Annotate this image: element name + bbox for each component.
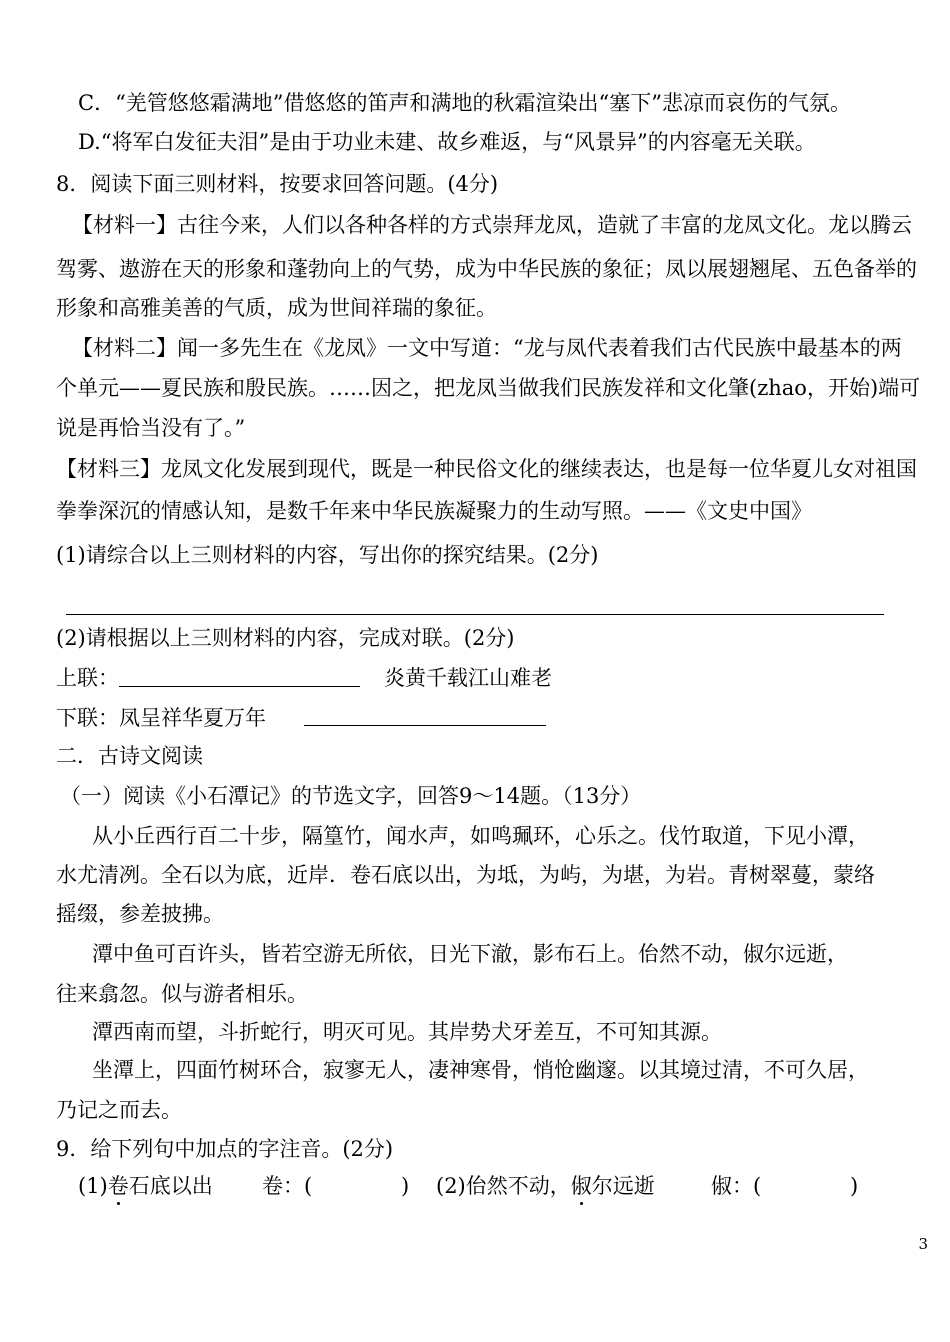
q8-stem: 8．阅读下面三则材料，按要求回答问题。(4分) — [56, 172, 499, 196]
passage-p3: 潭西南而望，斗折蛇行，明灭可见。其岸势犬牙差互，不可知其源。 — [92, 1020, 722, 1044]
q8-sub1: (1)请综合以上三则材料的内容，写出你的探究结果。(2分) — [56, 543, 599, 567]
passage-p4-line-2: 乃记之而去。 — [56, 1098, 182, 1122]
q9-item-1-prefix: (1) — [78, 1174, 108, 1198]
material-2-line-2: 个单元——夏民族和殷民族。……因之，把龙凤当做我们民族发祥和文化肇(zhao，开始)端可 — [56, 376, 921, 400]
material-3-line-2: 拳拳深沉的情感认知，是数千年来中华民族凝聚力的生动写照。——《文史中国》 — [56, 499, 812, 523]
q9-item-2-key: 俶：( — [711, 1174, 762, 1198]
upper-couplet-text: 炎黄千载江山难老 — [384, 666, 552, 690]
lower-couplet-blank[interactable] — [304, 725, 546, 726]
dotted-char-juan: 卷 — [107, 1174, 129, 1198]
upper-couplet-label: 上联： — [56, 666, 119, 690]
material-3-line-1: 【材料三】龙凤文化发展到现代，既是一种民俗文化的继续表达，也是每一位华夏儿女对祖国 — [56, 457, 917, 481]
passage-p2-line-2: 往来翕忽。似与游者相乐。 — [56, 982, 308, 1006]
q9-item-1-key: 卷：( — [262, 1174, 313, 1198]
material-1-line-3: 形象和高雅美善的气质，成为世间祥瑞的象征。 — [56, 296, 497, 320]
passage-p1-line-1: 从小丘西行百二十步，隔篁竹，闻水声，如鸣珮环，心乐之。伐竹取道，下见小潭， — [92, 824, 869, 848]
q9-item-1-rest: 石底以出 — [128, 1174, 213, 1198]
q9-item-1-answer-slot[interactable] — [320, 1172, 400, 1200]
q9-item-2-prefix: (2)佁然不动， — [436, 1174, 571, 1198]
q8-sub2: (2)请根据以上三则材料的内容，完成对联。(2分) — [56, 626, 515, 650]
q7-option-d: D.“将军白发征夫泪”是由于功业未建、故乡难返，与“风景异”的内容毫无关联。 — [78, 130, 816, 154]
material-2-line-1: 【材料二】闻一多先生在《龙凤》一文中写道：“龙与凤代表着我们古代民族中最基本的两 — [72, 336, 902, 360]
material-1-line-1: 【材料一】古往今来，人们以各种各样的方式崇拜龙凤，造就了丰富的龙凤文化。龙以腾云 — [72, 213, 912, 237]
passage-p4-line-1: 坐潭上，四面竹树环合，寂寥无人，凄神寒骨，悄怆幽邃。以其境过清，不可久居， — [92, 1058, 869, 1082]
q7-option-c: C．“羌管悠悠霜满地”借悠悠的笛声和满地的秋霜渲染出“塞下”悲凉而哀伤的气氛。 — [78, 91, 852, 115]
passage-p1-line-3: 摇缀，参差披拂。 — [56, 902, 224, 926]
passage-p2-line-1: 潭中鱼可百许头，皆若空游无所依，日光下澈，影布石上。佁然不动，俶尔远逝， — [92, 942, 848, 966]
upper-couplet-blank[interactable] — [119, 686, 360, 687]
q9-stem: 9．给下列句中加点的字注音。(2分) — [56, 1137, 394, 1161]
q9-item-2-close: ) — [850, 1174, 859, 1198]
page-number: 3 — [918, 1235, 928, 1253]
dotted-char-chu: 俶 — [570, 1174, 592, 1198]
passage-p1-line-2: 水尤清冽。全石以为底，近岸．卷石底以出，为坻，为屿，为堪，为岩。青树翠蔓，蒙络 — [56, 863, 875, 887]
q9-item-2 — [436, 1172, 655, 1200]
section-2-heading: 二．古诗文阅读 — [56, 744, 203, 768]
lower-couplet-label: 下联：凤呈祥华夏万年 — [56, 706, 266, 730]
material-1-line-2: 驾雾、遨游在天的形象和蓬勃向上的气势，成为中华民族的象征；凤以展翅翘尾、五色备举的 — [56, 257, 917, 281]
answer-line-sub1[interactable] — [66, 614, 884, 615]
section-2-part-1: （一）阅读《小石潭记》的节选文字，回答9～14题。（13分） — [60, 784, 642, 808]
material-2-line-3: 说是再恰当没有了。” — [56, 416, 246, 440]
q9-item-1 — [78, 1172, 213, 1200]
q9-item-2-answer-slot[interactable] — [770, 1172, 848, 1200]
q9-item-2-rest: 尔远逝 — [591, 1174, 655, 1198]
q9-item-1-close: ) — [401, 1174, 410, 1198]
